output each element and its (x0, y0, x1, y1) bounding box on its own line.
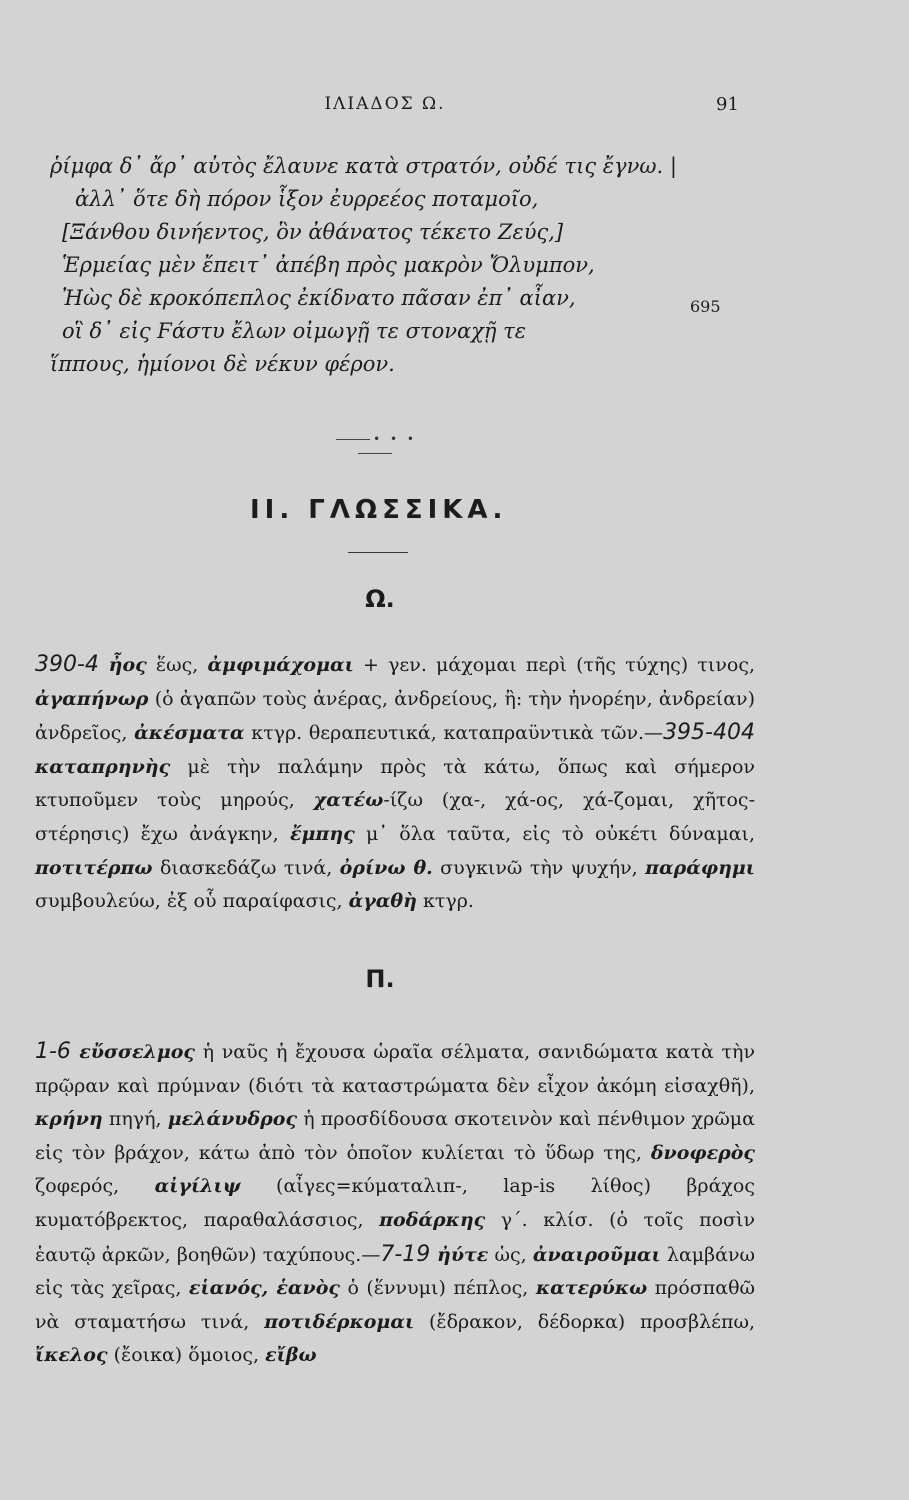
glossary-term: ἠύτε (430, 1243, 489, 1266)
glossary-term: ἔμπης (289, 822, 355, 845)
glossary-term: χατέω (313, 789, 384, 812)
gloss-text: + γεν. μάχομαι περὶ (τῆς τύχης) τινος, (353, 654, 756, 676)
glossary-term: εὔσσελμος (70, 1041, 195, 1063)
letter-heading-omega: Ω. (365, 585, 395, 613)
gloss-text: (ὁ ἀγαπῶν τοὺς ἀνέρας, ἀνδρείους, ἢ: τὴν ἠνορέην, ἀνδρείαν) ἀνδρεῖος, (35, 687, 755, 745)
running-header: ΙΛΙΑΔΟΣ Ω. (324, 94, 446, 114)
gloss-text: συμβουλεύω, ἐξ οὗ παραίφασις, (35, 890, 349, 913)
verse-reference: 7-19 (380, 1241, 431, 1267)
glossary-term: ἴκελος (35, 1344, 108, 1367)
gloss-text: ἕως, (146, 654, 208, 676)
glossary-term: καταπρηνὴς (35, 755, 171, 778)
page-number: 91 (716, 94, 739, 115)
glossary-term: ἀγαθὴ (348, 890, 417, 913)
gloss-text: μ᾽ ὅλα ταῦτα, εἰς τὸ οὐκέτι δύναμαι, (354, 822, 755, 845)
heading-rule (348, 552, 408, 553)
glossary-term: ἦος (98, 654, 147, 676)
verse-line: Ἠὼς δὲ κροκόπεπλος ἐκίδνατο πᾶσαν ἐπ᾽ αἶαν, (62, 286, 576, 310)
glossary-term: ὀρίνω θ. (339, 856, 433, 879)
verse-block (50, 150, 730, 381)
verse-reference: 1-6 (35, 1039, 71, 1064)
glossary-term: κρήνη (35, 1108, 103, 1131)
glossary-term: κατερύκω (535, 1277, 648, 1300)
glossary-paragraph-omega (35, 648, 755, 919)
gloss-text: κτγρ. θεραπευτικά, καταπραϋντικὰ τῶν.— (244, 722, 664, 745)
letter-heading-pi: Π. (365, 965, 395, 993)
gloss-text: ζοφερός, (35, 1175, 155, 1198)
glossary-term: ποτιτέρπω (35, 856, 153, 879)
verse-reference: 390-4 (35, 652, 99, 677)
gloss-text: λαμβάνω εἰς τὰς χεῖρας, (35, 1243, 755, 1300)
gloss-text: ὡς, (488, 1243, 533, 1266)
gloss-text: πηγή, (102, 1108, 168, 1131)
gloss-text: ἡ προσδίδουσα σκοτεινὸν καὶ πένθιμον χρῶμα εἰς τὸν βράχον, κάτω ἀπὸ τὸν ὁποῖον κυλίεται τὸ ὕδωρ της, (35, 1108, 755, 1164)
glossary-term: δνοφερὸς (650, 1141, 755, 1164)
glossary-term: μελάνυδρος (167, 1108, 298, 1131)
gloss-text: γ΄. κλίσ. (ὁ τοῖς ποσὶν ἑαυτῷ ἀρκῶν, βοηθῶν) ταχύπους.— (35, 1208, 755, 1266)
glossary-term: ἀκέσματα (134, 722, 245, 745)
glossary-term: ποτιδέρκομαι (264, 1310, 415, 1333)
gloss-text: (αἶγες=κύματαλιπ-, lap-is λίθος) βράχος κυματόβρεκτος, παραθαλάσσιος, (35, 1175, 756, 1231)
gloss-text: κτγρ. (416, 890, 474, 913)
glossary-term: παράφημι (645, 856, 755, 879)
gloss-text: ὁ (ἕννυμι) πέπλος, (339, 1277, 536, 1300)
verse-line: Ἑρμείας μὲν ἔπειτ᾽ ἀπέβη πρὸς μακρὸν Ὄλυμπον, (62, 253, 595, 277)
verse-line: ἀλλ᾽ ὅτε δὴ πόρον ἷξον ἐυρρεέος ποταμοῖο, (75, 187, 539, 211)
glossary-term: ποδάρκης (379, 1208, 486, 1231)
gloss-text: -ίζω (χα-, χά-ος, χά-ζομαι, χῆτος-στέρησις) ἔχω ἀνάγκην, (35, 789, 755, 845)
verse-line-number: 695 (690, 297, 721, 316)
ornament-divider: • • • (315, 432, 435, 460)
gloss-text: πρόσπαθῶ νὰ σταματήσω τινά, (35, 1277, 755, 1333)
section-heading: II. ΓΛΩΣΣΙΚΑ. (250, 495, 508, 525)
verse-line: οἳ δ᾽ εἰς Ϝάστυ ἔλων οἰμωγῇ τε στοναχῇ τε (62, 319, 527, 343)
gloss-text: (ἔοικα) ὅμοιος, (107, 1344, 266, 1367)
glossary-term: ἀγαπήνωρ (35, 687, 149, 710)
verse-line: [Ξάνθου δινήεντος, ὃν ἀθάνατος τέκετο Ζεύς,] (62, 220, 564, 244)
gloss-text: (ἔδρακον, δέδορκα) προσβλέπω, (414, 1310, 755, 1333)
gloss-text: διασκεδάζω τινά, (152, 856, 340, 879)
glossary-term: ἀμφιμάχομαι (207, 654, 354, 676)
gloss-text: μὲ τὴν παλάμην πρὸς τὰ κάτω, ὅπως καὶ σήμερον κτυποῦμεν τοὺς μηρούς, (35, 755, 755, 812)
verse-line: ἵππους, ἡμίονοι δὲ νέκυν φέρον. (50, 352, 395, 376)
verse-reference: 395-404 (663, 720, 755, 746)
glossary-paragraph-pi (35, 1035, 755, 1373)
verse-line: ῥίμφα δ᾽ ἄρ᾽ αὐτὸς ἔλαυνε κατὰ στρατόν, οὐδέ τις ἔγνω. | (50, 154, 677, 178)
gloss-text: συγκινῶ τὴν ψυχήν, (432, 856, 646, 879)
glossary-term: εἴβω (265, 1344, 317, 1367)
glossary-term: αἰγίλιψ (154, 1175, 241, 1198)
glossary-term: ἀναιροῦμαι (532, 1243, 661, 1266)
gloss-text: ἡ ναῦς ἡ ἔχουσα ὡραῖα σέλματα, σανιδώματα κατὰ τὴν πρῷραν καὶ πρύμναν (διότι τὰ καταστρώματα δὲν εἶχον ἀκόμη εἰσαχθῆ), (35, 1041, 755, 1097)
glossary-term: εἱανός, ἑανὸς (188, 1277, 340, 1300)
